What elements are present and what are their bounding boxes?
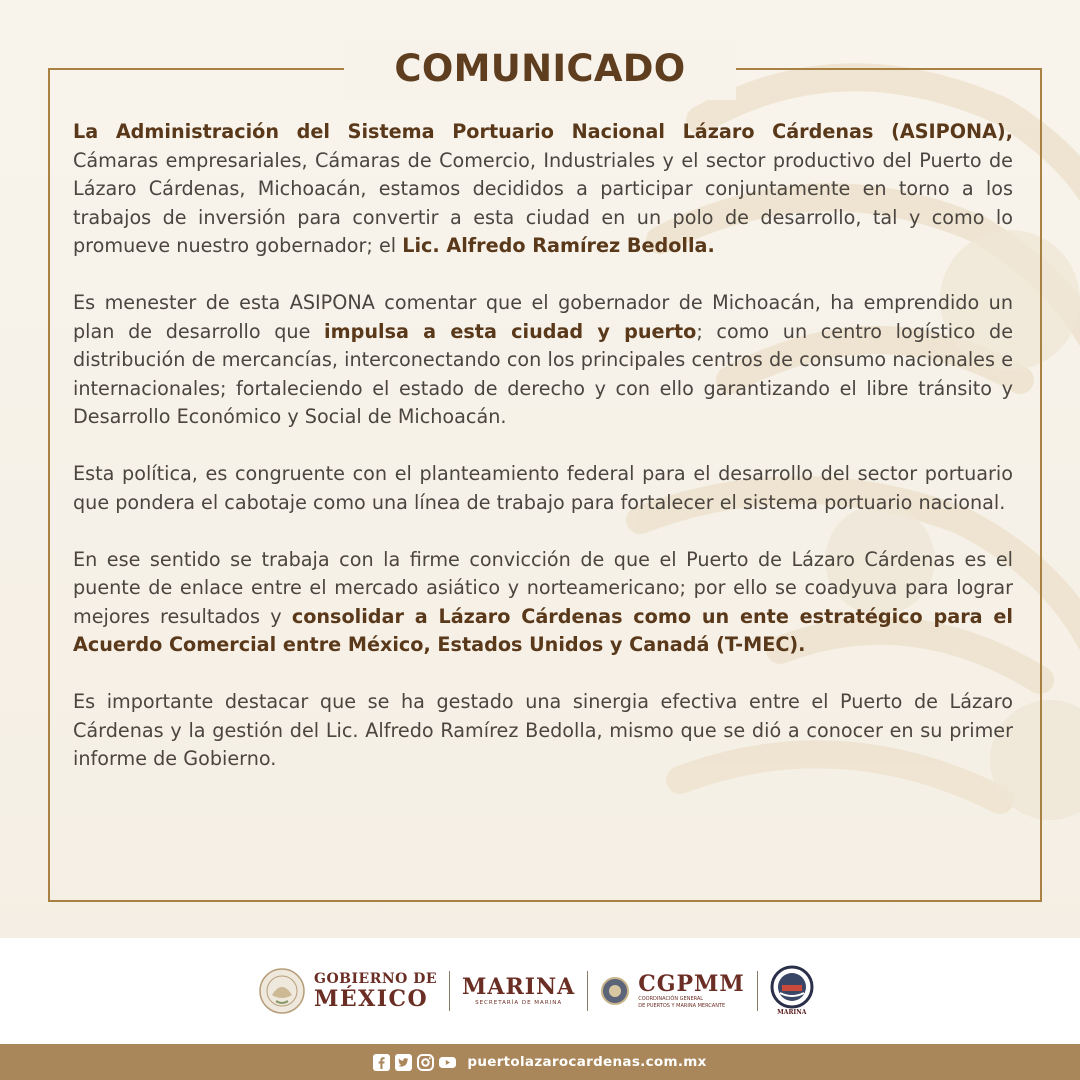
marina-logo — [462, 975, 575, 1007]
twitter-icon[interactable] — [395, 1054, 412, 1071]
paragraph-2 — [73, 289, 1013, 432]
gobierno-line-2: MÉXICO — [314, 986, 429, 1012]
instagram-icon[interactable] — [417, 1054, 434, 1071]
social-links — [373, 1054, 461, 1071]
bold-text: impulsa a esta ciudad y puerto — [324, 319, 697, 343]
cgpmm-emblem-icon — [600, 976, 630, 1006]
marina-title: MARINA — [462, 974, 576, 1000]
cgpmm-subtitle-1: COORDINACIÓN GENERAL — [638, 996, 704, 1002]
contact-bar — [0, 1044, 1080, 1080]
facebook-icon[interactable] — [373, 1054, 390, 1071]
paragraph-1 — [73, 118, 1013, 261]
marina-subtitle: SECRETARÍA DE MARINA — [475, 1000, 563, 1006]
bold-text: Lic. Alfredo Ramírez Bedolla. — [402, 234, 715, 257]
asipona-logo — [770, 965, 814, 1017]
logo-divider — [449, 971, 450, 1011]
paragraph-5: Es importante destacar que se ha gestado una sinergia efectiva entre el Puerto de Lázaro Cárdenas y la gestión del Lic. Alfredo Ramírez Bedolla, mismo que se dió a conocer en su primer informe de Gobierno. — [73, 690, 1013, 770]
body-text: En ese sentido se trabaja con la firme convicción de que el Puerto de Lázaro Cárdenas es el puente de enlace entre el mercado asiático y norteamericano; por ello se coadyuva para lograr mejores resultados y — [73, 547, 1013, 628]
gobierno-line-1: GOBIERNO DE — [314, 971, 438, 987]
youtube-icon[interactable] — [439, 1054, 456, 1071]
port-emblem-icon — [770, 965, 814, 1009]
communique-body — [73, 118, 1013, 802]
logo-divider — [757, 971, 758, 1011]
page-title: COMUNICADO — [394, 47, 686, 90]
paragraph-4 — [73, 546, 1013, 660]
website-link[interactable]: puertolazarocardenas.com.mx — [467, 1054, 707, 1070]
logo-divider — [587, 971, 588, 1011]
national-seal-icon — [258, 967, 306, 1015]
cgpmm-subtitle-2: DE PUERTOS Y MARINA MERCANTE — [638, 1003, 726, 1009]
paragraph-3: Esta política, es congruente con el planteamiento federal para el desarrollo del sector portuario que pondera el cabotaje como una línea de trabajo para fortalecer el sistema portuario nacional. — [73, 462, 1013, 514]
body-text: Cámaras empresariales, Cámaras de Comercio, Industriales y el sector productivo del Puerto de Lázaro Cárdenas, Michoacán, estamos decididos a participar conjuntamente en torno a los trabajos de inversión para convertir a esta ciudad en un polo de desarrollo, tal y como lo promueve nuestro gobernador; el — [73, 148, 1013, 257]
bold-text: La Administración del Sistema Portuario Nacional Lázaro Cárdenas (ASIPONA), — [73, 120, 1013, 143]
cgpmm-logo — [638, 972, 745, 1010]
bold-text: consolidar a Lázaro Cárdenas como un ente estratégico para el Acuerdo Comercial entre México, Estados Unidos y Canadá (T-MEC). — [73, 604, 1013, 656]
port-logo-label: MARINA — [777, 1009, 807, 1016]
institution-logos — [258, 958, 814, 1024]
cgpmm-title: CGPMM — [638, 971, 745, 997]
body-text: Es menester de esta ASIPONA comentar que el gobernador de Michoacán, ha emprendido un plan de desarrollo que — [73, 291, 1013, 343]
body-text: ; como un centro logístico de distribución de mercancías, interconectando con los principales centros de consumo nacionales e internacionales; fortaleciendo el estado de derecho y con ello garantizando el libre tránsito y Desarrollo Económico y Social de Michoacán. — [73, 319, 1013, 428]
gobierno-de-mexico-logo — [314, 971, 437, 1011]
